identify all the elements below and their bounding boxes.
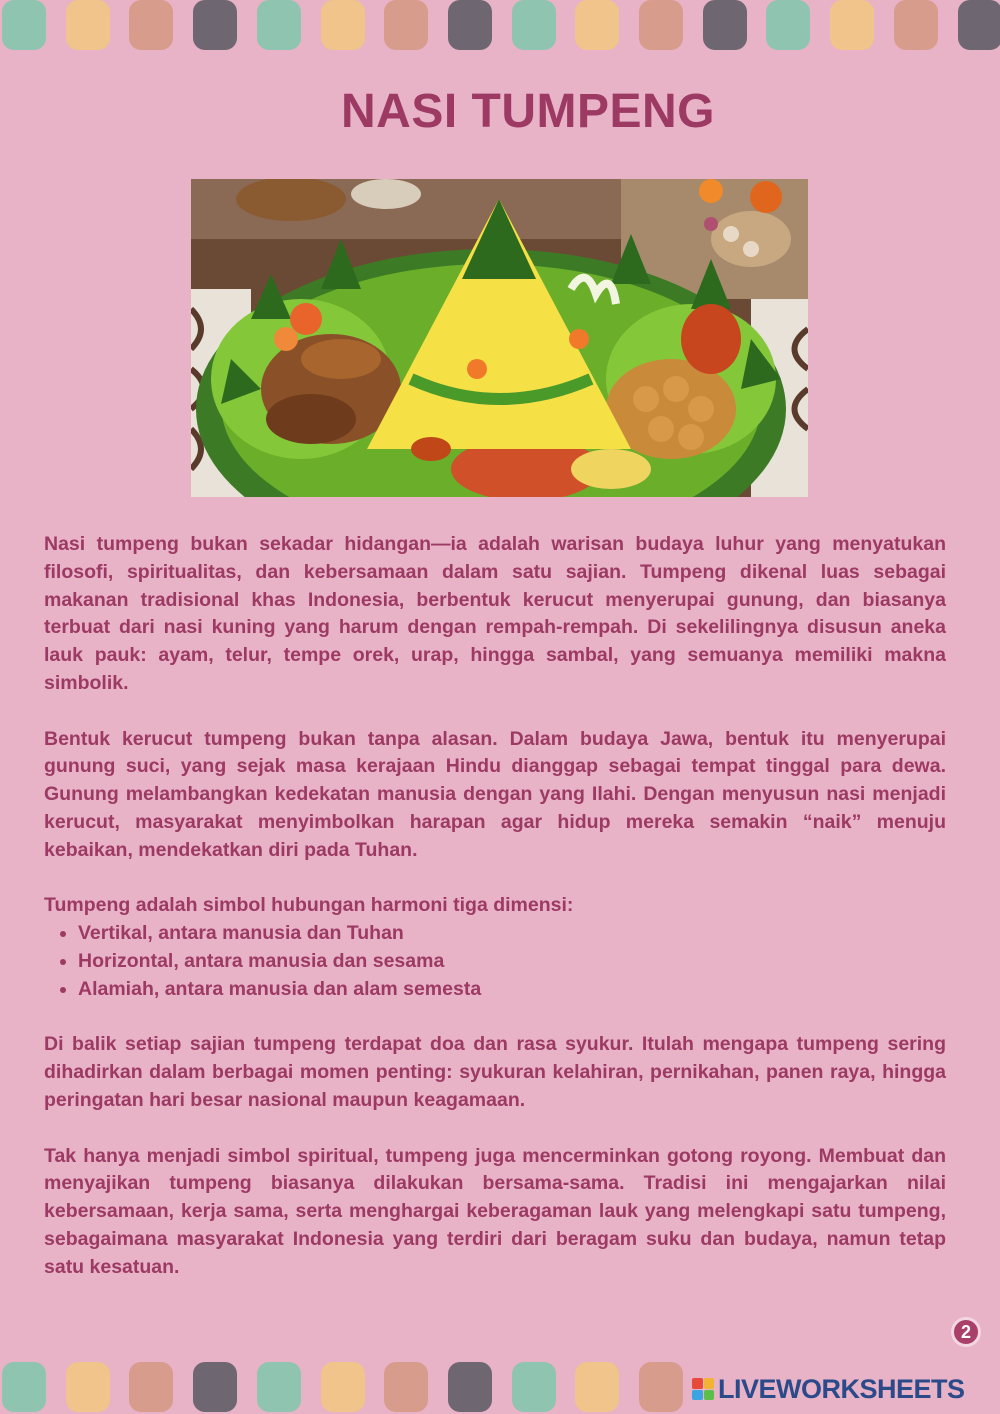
decoration-chip	[703, 0, 747, 50]
top-decoration-row	[0, 0, 1000, 52]
nasi-tumpeng-photo	[191, 179, 808, 497]
tumpeng-illustration	[191, 179, 808, 497]
page-number-badge: 2	[951, 1317, 981, 1347]
decoration-chip	[129, 1362, 173, 1412]
decoration-chip	[2, 1362, 46, 1412]
decoration-chip	[766, 0, 810, 50]
decoration-chip	[321, 0, 365, 50]
article-body	[44, 531, 946, 1309]
decoration-chip	[257, 0, 301, 50]
paragraph-shape-meaning: Bentuk kerucut tumpeng bukan tanpa alasan. Dalam budaya Jawa, bentuk itu menyerupai gunung suci, yang sejak masa kerajaan Hindu dianggap sebagai tempat tinggal para dewa. Gunung melambangkan kedekatan manusia dengan yang Ilahi. Dengan menyusun nasi menjadi kerucut, masyarakat menyimbolkan harapan agar hidup mereka semakin “naik” menuju kebaikan, mendekatkan diri pada Tuhan.	[44, 727, 946, 861]
paragraph-prayer: Di balik setiap sajian tumpeng terdapat doa dan rasa syukur. Itulah mengapa tumpeng sering dihadirkan dalam berbagai momen penting: syukuran kelahiran, pernikahan, panen raya, hingga peringatan hari besar nasional maupun keagamaan.	[44, 1033, 946, 1111]
decoration-chip	[894, 0, 938, 50]
decoration-chip	[448, 0, 492, 50]
decoration-chip	[575, 0, 619, 50]
decoration-chip	[384, 0, 428, 50]
decoration-chip	[958, 0, 1000, 50]
decoration-chip	[639, 1362, 683, 1412]
paragraph-harmony-intro: Tumpeng adalah simbol hubungan harmoni tiga dimensi:	[44, 894, 574, 917]
decoration-chip	[512, 0, 556, 50]
decoration-chip	[193, 0, 237, 50]
decoration-chip	[448, 1362, 492, 1412]
list-item: • Alamiah, antara manusia dan alam semesta	[78, 976, 946, 1004]
decoration-chip	[321, 1362, 365, 1412]
list-item: • Vertikal, antara manusia dan Tuhan	[78, 920, 946, 948]
liveworksheets-brand[interactable]	[692, 1374, 965, 1404]
liveworksheets-logo-icon	[692, 1378, 714, 1400]
list-item: • Horizontal, antara manusia dan sesama	[78, 948, 946, 976]
decoration-chip	[830, 0, 874, 50]
decoration-chip	[66, 1362, 110, 1412]
paragraph-gotong-royong: Tak hanya menjadi simbol spiritual, tumpeng juga mencerminkan gotong royong. Membuat dan menyajikan tumpeng biasanya dilakukan bersama-sama. Tradisi ini mengajarkan nilai kebersamaan, kerja sama, serta menghargai keberagaman lauk yang melengkapi satu tumpeng, sebagaimana masyarakat Indonesia yang terdiri dari beragam suku dan budaya, namun tetap satu kesatuan.	[44, 1144, 946, 1278]
decoration-chip	[512, 1362, 556, 1412]
decoration-chip	[639, 0, 683, 50]
page-title: NASI TUMPENG	[340, 85, 715, 138]
decoration-chip	[66, 0, 110, 50]
paragraph-intro: Nasi tumpeng bukan sekadar hidangan—ia adalah warisan budaya luhur yang menyatukan filosofi, spiritualitas, dan kebersamaan dalam satu sajian. Tumpeng dikenal luas sebagai makanan tradisional khas Indonesia, berbentuk kerucut menyerupai gunung, dan biasanya terbuat dari nasi kuning yang harum dengan rempah-rempah. Di sekelilingnya disusun aneka lauk pauk: ayam, telur, tempe orek, urap, hingga sambal, yang semuanya memiliki makna simbolik.	[44, 533, 946, 694]
harmony-list	[44, 920, 946, 1003]
decoration-chip	[193, 1362, 237, 1412]
decoration-chip	[384, 1362, 428, 1412]
decoration-chip	[129, 0, 173, 50]
decoration-chip	[2, 0, 46, 50]
decoration-chip	[575, 1362, 619, 1412]
brand-name: LIVEWORKSHEETS	[718, 1373, 965, 1404]
decoration-chip	[257, 1362, 301, 1412]
